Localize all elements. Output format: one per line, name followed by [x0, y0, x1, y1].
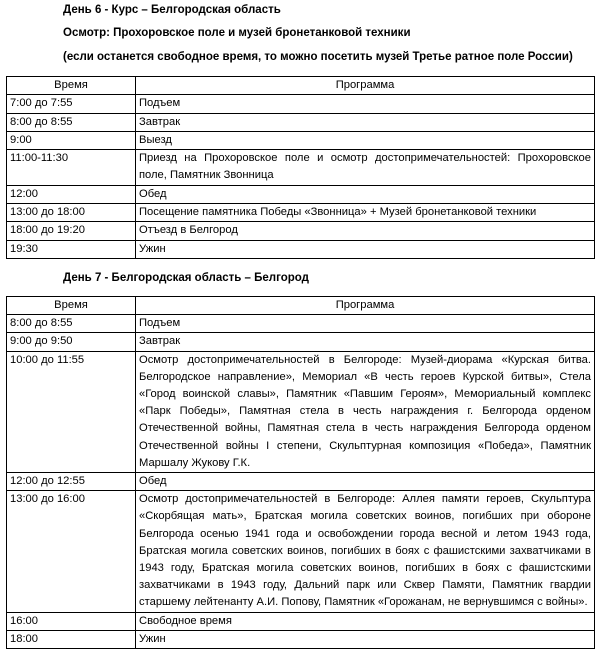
program-cell: Выезд [136, 131, 595, 149]
time-cell: 18:00 до 19:20 [7, 222, 136, 240]
day6-title: День 6 - Курс – Белгородская область [63, 4, 281, 16]
table-row [7, 185, 595, 203]
table-row [7, 204, 595, 222]
table-header-row [7, 297, 595, 315]
day7-schedule-table [6, 296, 595, 649]
table-row [7, 95, 595, 113]
table-row [7, 150, 595, 186]
table-header-row [7, 77, 595, 95]
program-cell: Ужин [136, 240, 595, 258]
time-cell: 9:00 [7, 131, 136, 149]
table-row [7, 333, 595, 351]
time-cell: 12:00 до 12:55 [7, 473, 136, 491]
program-cell: Осмотр достопримечательностей в Белгороде: Аллея памяти героев, Скульптура «Скорбящая мать», Братская могила советских воинов, погибших при обороне Белгорода осенью 1941 года и освобождении города весной и летом 1943 года, Братская могила советских воинов, погибших в боях с фашистскими захватчиками в 1943 году, Братская могила советских воинов, погибших в боях с фашистскими захватчиками в 1943 году, Дальний парк или Сквер Памяти, Памятник гвардии старшему лейтенанту А.И. Попову, Памятник «Горожанам, не вернувшимся с войны». [136, 491, 595, 612]
program-cell: Посещение памятника Победы «Звонница» + Музей бронетанковой техники [136, 204, 595, 222]
table-row [7, 131, 595, 149]
table-row [7, 612, 595, 630]
program-column-header: Программа [136, 297, 595, 315]
program-cell: Ужин [136, 630, 595, 648]
table-row [7, 222, 595, 240]
time-cell: 8:00 до 8:55 [7, 315, 136, 333]
time-cell: 11:00-11:30 [7, 150, 136, 186]
program-cell: Приезд на Прохоровское поле и осмотр достопримечательностей: Прохоровское поле, Памятник Звонница [136, 150, 595, 186]
time-column-header: Время [7, 77, 136, 95]
time-cell: 10:00 до 11:55 [7, 351, 136, 472]
table-row [7, 491, 595, 612]
day7-title: День 7 - Белгородская область – Белгород [63, 272, 309, 284]
time-cell: 8:00 до 8:55 [7, 113, 136, 131]
program-cell: Свободное время [136, 612, 595, 630]
table-row [7, 473, 595, 491]
time-cell: 9:00 до 9:50 [7, 333, 136, 351]
table-row [7, 240, 595, 258]
program-cell: Подъем [136, 95, 595, 113]
program-cell: Завтрак [136, 113, 595, 131]
time-cell: 7:00 до 7:55 [7, 95, 136, 113]
program-cell: Отъезд в Белгород [136, 222, 595, 240]
program-cell: Осмотр достопримечательностей в Белгороде: Музей-диорама «Курская битва. Белгородское направление», Мемориал «В честь героев Курской битвы», Стела «Город воинской славы», Памятник «Павшим Героям», Мемориальный комплекс «Парк Победы», Памятная стела в честь награждения г. Белгорода орденом Отечественной войны, Памятная стела в честь награждения Белгорода орденом Отечественной войны I степени, Скульптурная композиция «Победа», Памятник Маршалу Жукову Г.К. [136, 351, 595, 472]
time-cell: 13:00 до 16:00 [7, 491, 136, 612]
time-cell: 13:00 до 18:00 [7, 204, 136, 222]
table-row [7, 315, 595, 333]
program-cell: Подъем [136, 315, 595, 333]
day6-schedule-table [6, 76, 595, 259]
program-cell: Завтрак [136, 333, 595, 351]
program-cell: Обед [136, 185, 595, 203]
day6-subtitle: Осмотр: Прохоровское поле и музей бронетанковой техники [63, 27, 411, 39]
time-column-header: Время [7, 297, 136, 315]
table-row [7, 630, 595, 648]
program-cell: Обед [136, 473, 595, 491]
program-column-header: Программа [136, 77, 595, 95]
day6-note: (если останется свободное время, то можно посетить музей Третье ратное поле России) [63, 51, 573, 63]
table-row [7, 113, 595, 131]
table-row [7, 351, 595, 472]
time-cell: 18:00 [7, 630, 136, 648]
time-cell: 19:30 [7, 240, 136, 258]
time-cell: 16:00 [7, 612, 136, 630]
time-cell: 12:00 [7, 185, 136, 203]
